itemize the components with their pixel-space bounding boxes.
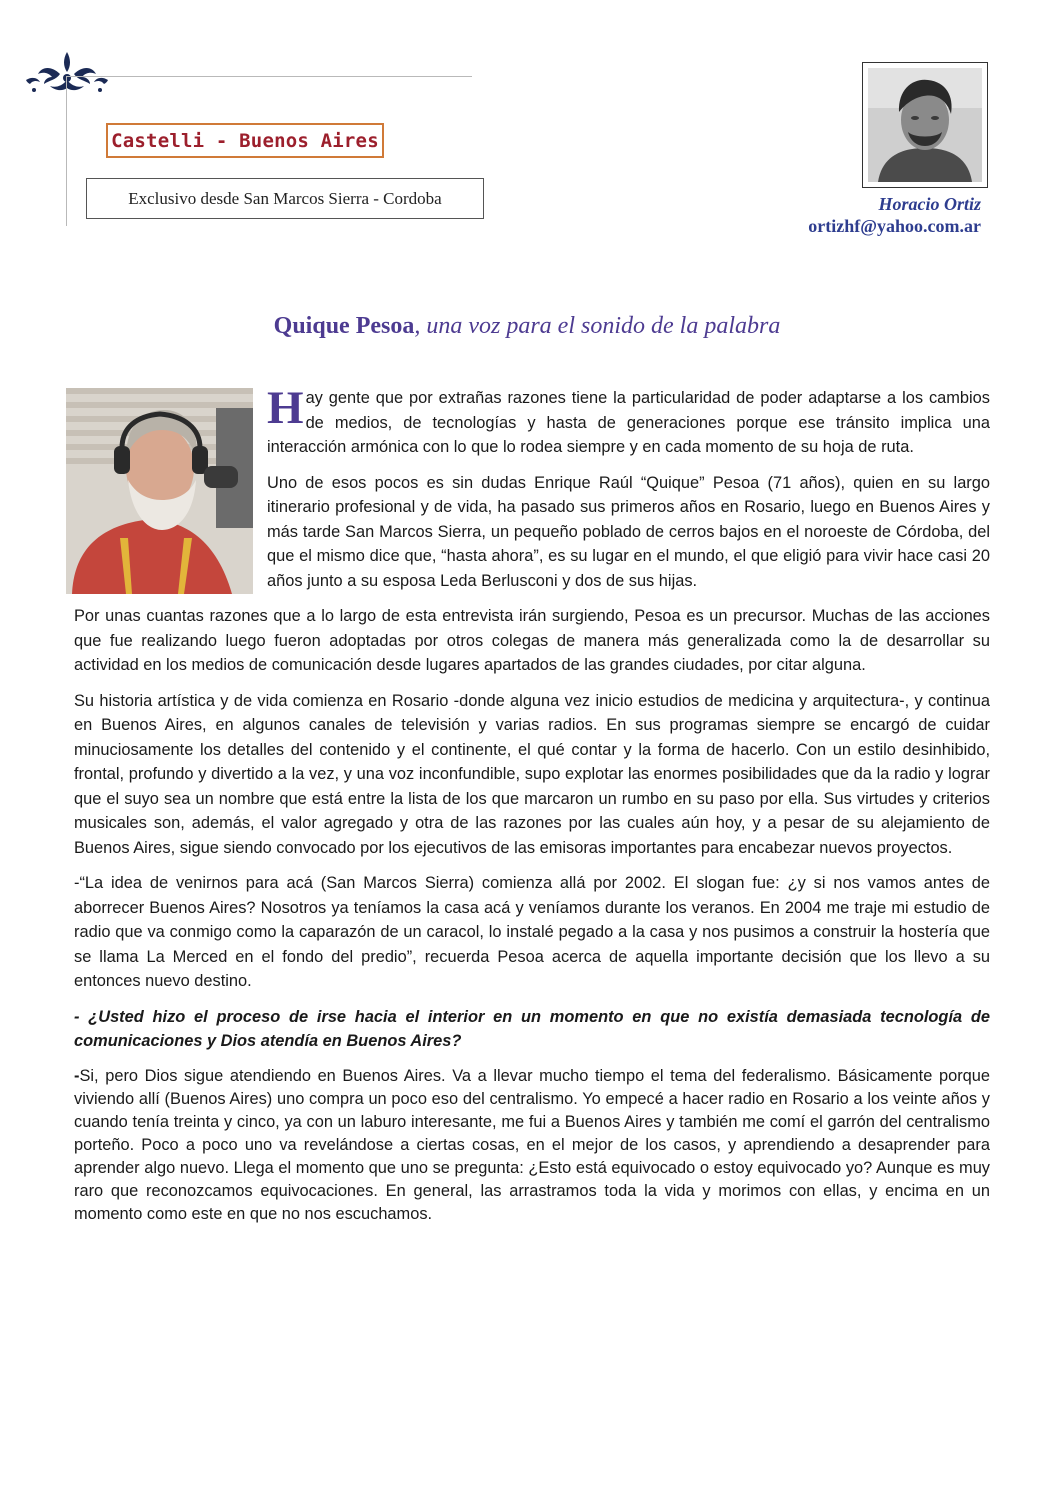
paragraph-3: Por unas cuantas razones que a lo largo de esta entrevista irán surgiendo, Pesoa es un precursor. Muchas de las acciones que fue realizando luego fueron adoptadas por otros colegas de manera más generalizada como la de desarrollar su actividad en los medios de comunicación desde lugares apartados de las grandes ciudades, por citar alguna. <box>74 607 990 674</box>
paragraph-1-text: ay gente que por extrañas razones tiene la particularidad de poder adaptarse a los cambios de medios, de tecnologías y hasta de generaciones porque ese tránsito implica una interacción armónica con lo que lo rodea siempre y en cada momento de su hoja de ruta. <box>267 389 990 456</box>
answer-dash: - <box>74 1066 80 1085</box>
section-tag: Castelli - Buenos Aires <box>106 123 384 158</box>
subject-photo <box>66 388 253 594</box>
drop-cap: H <box>267 382 304 434</box>
source-line: Exclusivo desde San Marcos Sierra - Cordoba <box>86 178 484 219</box>
author-portrait-image <box>868 68 982 182</box>
question-text: - ¿Usted hizo el proceso de irse hacia el interior en un momento en que no existía demasiada tecnología de comunicaciones y Dios atendía en Buenos Aires? <box>74 1007 990 1050</box>
interview-question <box>74 1005 990 1054</box>
article-title-subtitle: , una voz para el sonido de la palabra <box>414 313 781 339</box>
paragraph-2: Uno de esos pocos es sin dudas Enrique Raúl “Quique” Pesoa (71 años), quien en su largo itinerario profesional y de vida, ha pasado sus primeros años en Rosario, luego en Buenos Aires y más tarde San Marcos Sierra, un pequeño poblado de cerros bajos en el noroeste de Córdoba, del que el mismo dice que, “hasta ahora”, es su lugar en el mundo, el que eligió para vivir hace casi 20 años junto a su esposa Leda Berlusconi y dos de sus hijas. <box>267 473 990 590</box>
fleur-ornament-icon <box>22 50 112 98</box>
article-body <box>74 382 990 1237</box>
paragraph-4: Su historia artística y de vida comienza en Rosario -donde alguna vez inicio estudios de medicina y arquitectura-, y continua en Buenos Aires, en algunos canales de televisión y varias radios. En sus programas siempre se encargó de cuidar minuciosamente los detalles del contenido y el continente, el qué contar y la forma de hacerlo. Con un estilo desinhibido, frontal, profundo y divertido a la vez, y una voz inconfundible, supo explotar las enormes posibilidades que da la radio y lograr que el suyo sea un nombre que está entre la lista de los que marcaron un rumbo en su paso por ella. Sus virtudes y criterios musicales son, además, el valor agregado y otra de las razones por las cuales aún hoy, y a pesar de su alejamiento de Buenos Aires, sigue siendo convocado por los ejecutivos de las emisoras importantes para encabezar nuevos proyectos. <box>74 691 990 857</box>
interview-answer <box>74 1065 990 1226</box>
author-name: Horacio Ortiz <box>878 194 981 214</box>
answer-text: Si, pero Dios sigue atendiendo en Buenos Aires. Va a llevar mucho tiempo el tema del federalismo. Básicamente porque viviendo allí (Buenos Aires) uno compra un poco eso del centralismo. Yo empecé a hacer radio en Rosario a los veinte años y cuando tenía treinta y cinco, ya con un laburo interesante, me fui a Buenos Aires y también me comí el garrón del centralismo porteño. Poco a poco uno va revelándose a ciertas cosas, en el mejor de los casos, y aprendiendo a desaprender para aprender algo nuevo. Llega el momento que uno se pregunta: ¿Esto está equivocado o estoy equivocado yo? Aunque es muy raro que reconozcamos equivocaciones. En general, las arrastramos toda la vida y morimos con ellas, y encima en un momento como este en que no nos escuchamos. <box>74 1066 990 1223</box>
author-email[interactable]: ortizhf@yahoo.com.ar <box>808 216 981 236</box>
paragraph-5: -“La idea de venirnos para acá (San Marcos Sierra) comienza allá por 2002. El slogan fue: ¿y si nos vamos antes de aborrecer Buenos Aires? Nosotros ya teníamos la casa acá y veníamos durante los veranos. En 2004 me traje mi estudio de radio que va conmigo como la caparazón de un caracol, lo instalé pegado a la casa y nos pusimos a construir la hostería que se llama La Merced en el fondo del predio”, recuerda Pesoa acerca de aquella importante decisión que los llevo a su entonces nuevo destino. <box>74 874 990 990</box>
article-title <box>0 313 1054 340</box>
header-rule <box>67 76 472 77</box>
author-photo <box>862 62 988 188</box>
header-vertical-rule <box>66 76 67 226</box>
article-title-name: Quique Pesoa <box>273 313 415 339</box>
